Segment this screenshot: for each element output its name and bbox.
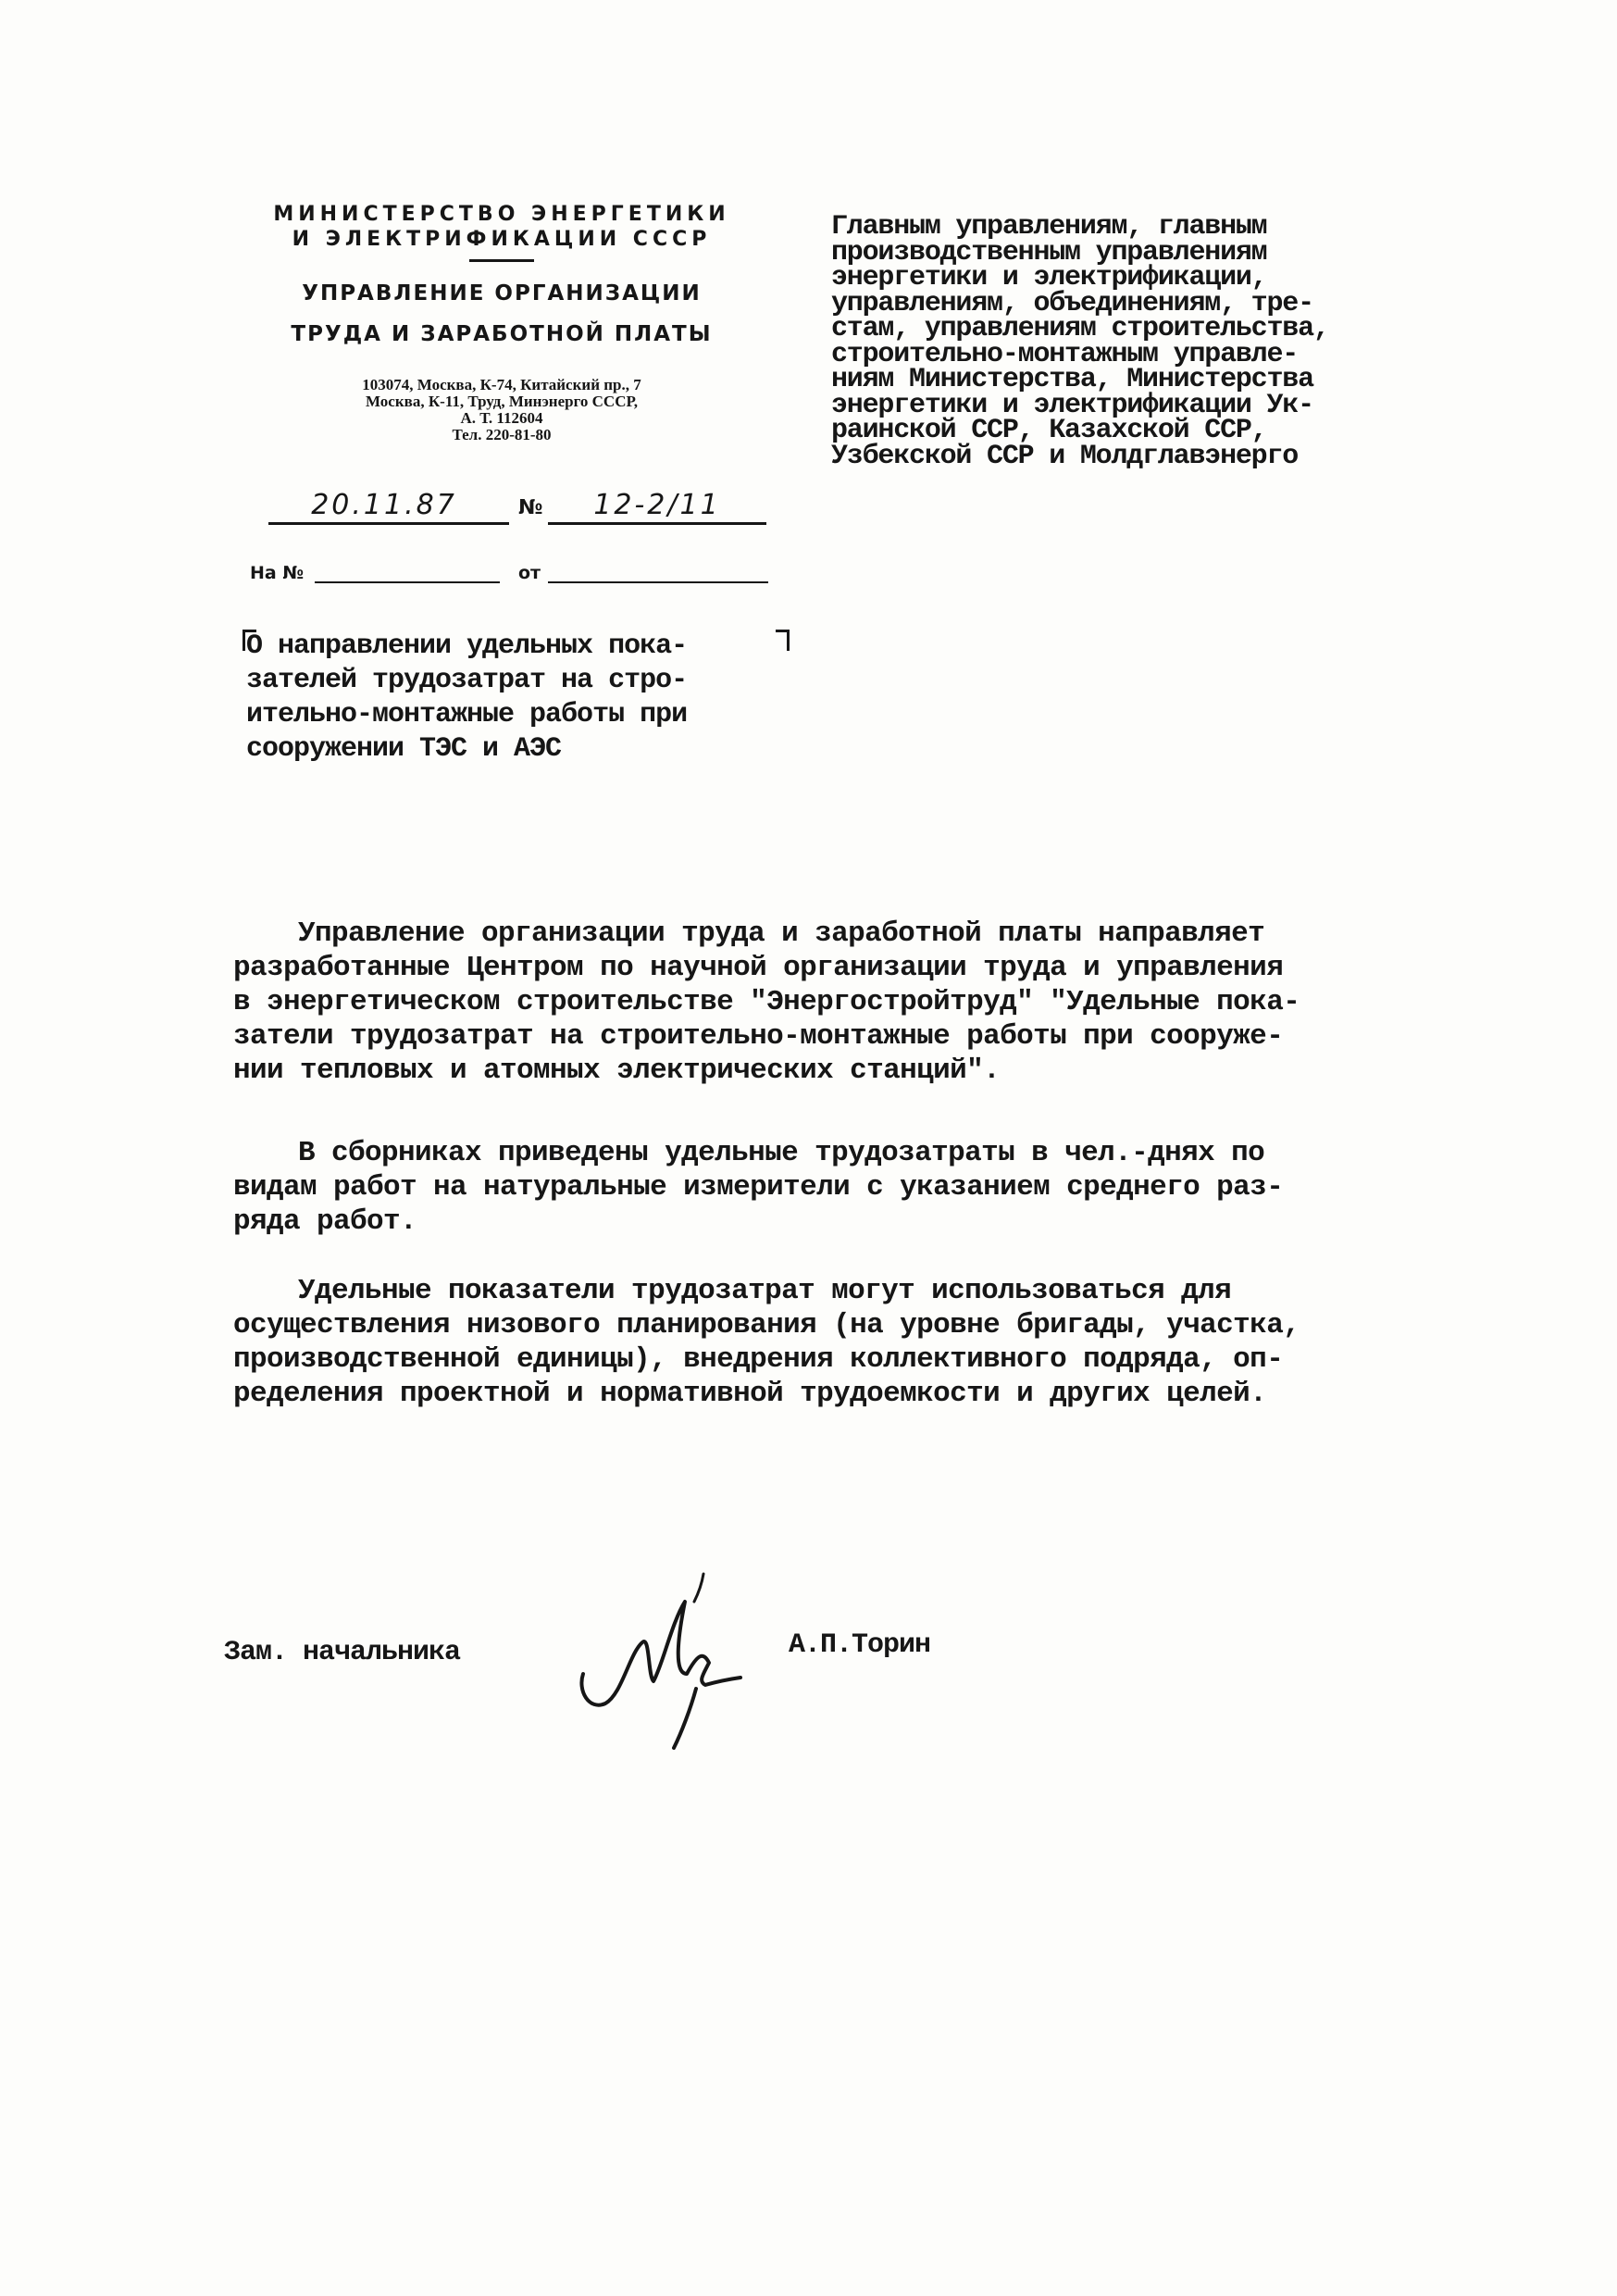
addressee-line-2: производственным управлениям <box>831 236 1267 268</box>
subject-line-2: зателей трудозатрат на стро- <box>246 665 688 696</box>
addressee-line-1: Главным управлениям, главным <box>831 211 1267 243</box>
ministry-name-line-2: И ЭЛЕКТРИФИКАЦИИ СССР <box>292 228 712 251</box>
reference-line <box>250 487 768 524</box>
addressee-line-10: Узбекской ССР и Молдглавэнерго <box>831 440 1299 472</box>
body-line: ряда работ. <box>233 1205 417 1238</box>
letter-subject <box>246 630 792 767</box>
letterhead-address <box>243 377 761 443</box>
body-line: осуществления низового планирования (на уровне бригады, участка, <box>233 1309 1300 1341</box>
body-line: нии тепловых и атомных электрических станций". <box>233 1054 1001 1087</box>
department-name-line-2: ТРУДА И ЗАРАБОТНОЙ ПЛАТЫ <box>291 322 713 346</box>
date-underline <box>268 522 509 525</box>
addressee-line-4: управлениям, объединениям, тре- <box>831 287 1313 319</box>
reply-from-label: от <box>518 563 541 583</box>
handwritten-signature <box>565 1565 777 1750</box>
letter-number: 12-2/11 <box>593 489 721 521</box>
number-underline <box>548 522 766 525</box>
subject-line-4: сооружении ТЭС и АЭС <box>246 733 562 765</box>
letterhead-divider <box>469 259 534 262</box>
body-line: ределения проектной и нормативной трудоемкости и других целей. <box>233 1378 1267 1410</box>
reply-reference-line <box>250 563 768 591</box>
addressee-line-6: строительно-монтажным управле- <box>831 338 1299 370</box>
addressee-block <box>831 211 1424 472</box>
address-line-1: 103074, Москва, К-74, Китайский пр., 7 <box>362 376 641 393</box>
ministry-name-line-1: МИНИСТЕРСТВО ЭНЕРГЕТИКИ <box>273 203 730 226</box>
body-paragraph-2 <box>233 1136 1283 1239</box>
address-line-4: Тел. 220-81-80 <box>452 426 552 443</box>
signatory-name: А.П.Торин <box>789 1629 931 1661</box>
body-line: Удельные показатели трудозатрат могут использоваться для <box>298 1275 1232 1307</box>
signatory-title: Зам. начальника <box>224 1637 461 1668</box>
addressee-line-7: ниям Министерства, Министерства <box>831 364 1313 395</box>
number-label: № <box>518 496 543 519</box>
address-line-3: А. Т. 112604 <box>460 409 543 427</box>
body-paragraph-1 <box>233 917 1300 1088</box>
addressee-line-8: энергетики и электрификации Ук- <box>831 389 1313 421</box>
addressee-line-3: энергетики и электрификации, <box>831 262 1267 293</box>
addressee-line-9: раинской ССР, Казахской ССР, <box>831 415 1267 446</box>
letterhead <box>243 202 761 443</box>
reply-number-blank <box>315 581 500 583</box>
body-line: В сборниках приведены удельные трудозатраты в чел.-днях по <box>298 1137 1265 1169</box>
subject-line-3: ительно-монтажные работы при <box>246 699 688 730</box>
address-line-2: Москва, К-11, Труд, Минэнерго СССР, <box>365 393 638 410</box>
body-line: Управление организации труда и заработной платы направляет <box>298 917 1265 950</box>
reply-from-blank <box>548 581 768 583</box>
reply-number-label: На № <box>250 563 305 583</box>
subject-line-1: О направлении удельных пока- <box>246 630 688 662</box>
department-name-line-1: УПРАВЛЕНИЕ ОРГАНИЗАЦИИ <box>302 281 702 306</box>
body-paragraph-3 <box>233 1274 1300 1411</box>
body-line: видам работ на натуральные измерители с указанием среднего раз- <box>233 1171 1284 1204</box>
letter-date: 20.11.87 <box>311 489 457 521</box>
body-line: затели трудозатрат на строительно-монтажные работы при сооруже- <box>233 1020 1284 1053</box>
body-line: в энергетическом строительстве "Энергостройтруд" "Удельные пока- <box>233 986 1300 1018</box>
body-line: производственной единицы), внедрения коллективного подряда, оп- <box>233 1343 1284 1376</box>
addressee-line-5: стам, управлениям строительства, <box>831 313 1329 344</box>
body-line: разработанные Центром по научной организации труда и управления <box>233 952 1284 984</box>
